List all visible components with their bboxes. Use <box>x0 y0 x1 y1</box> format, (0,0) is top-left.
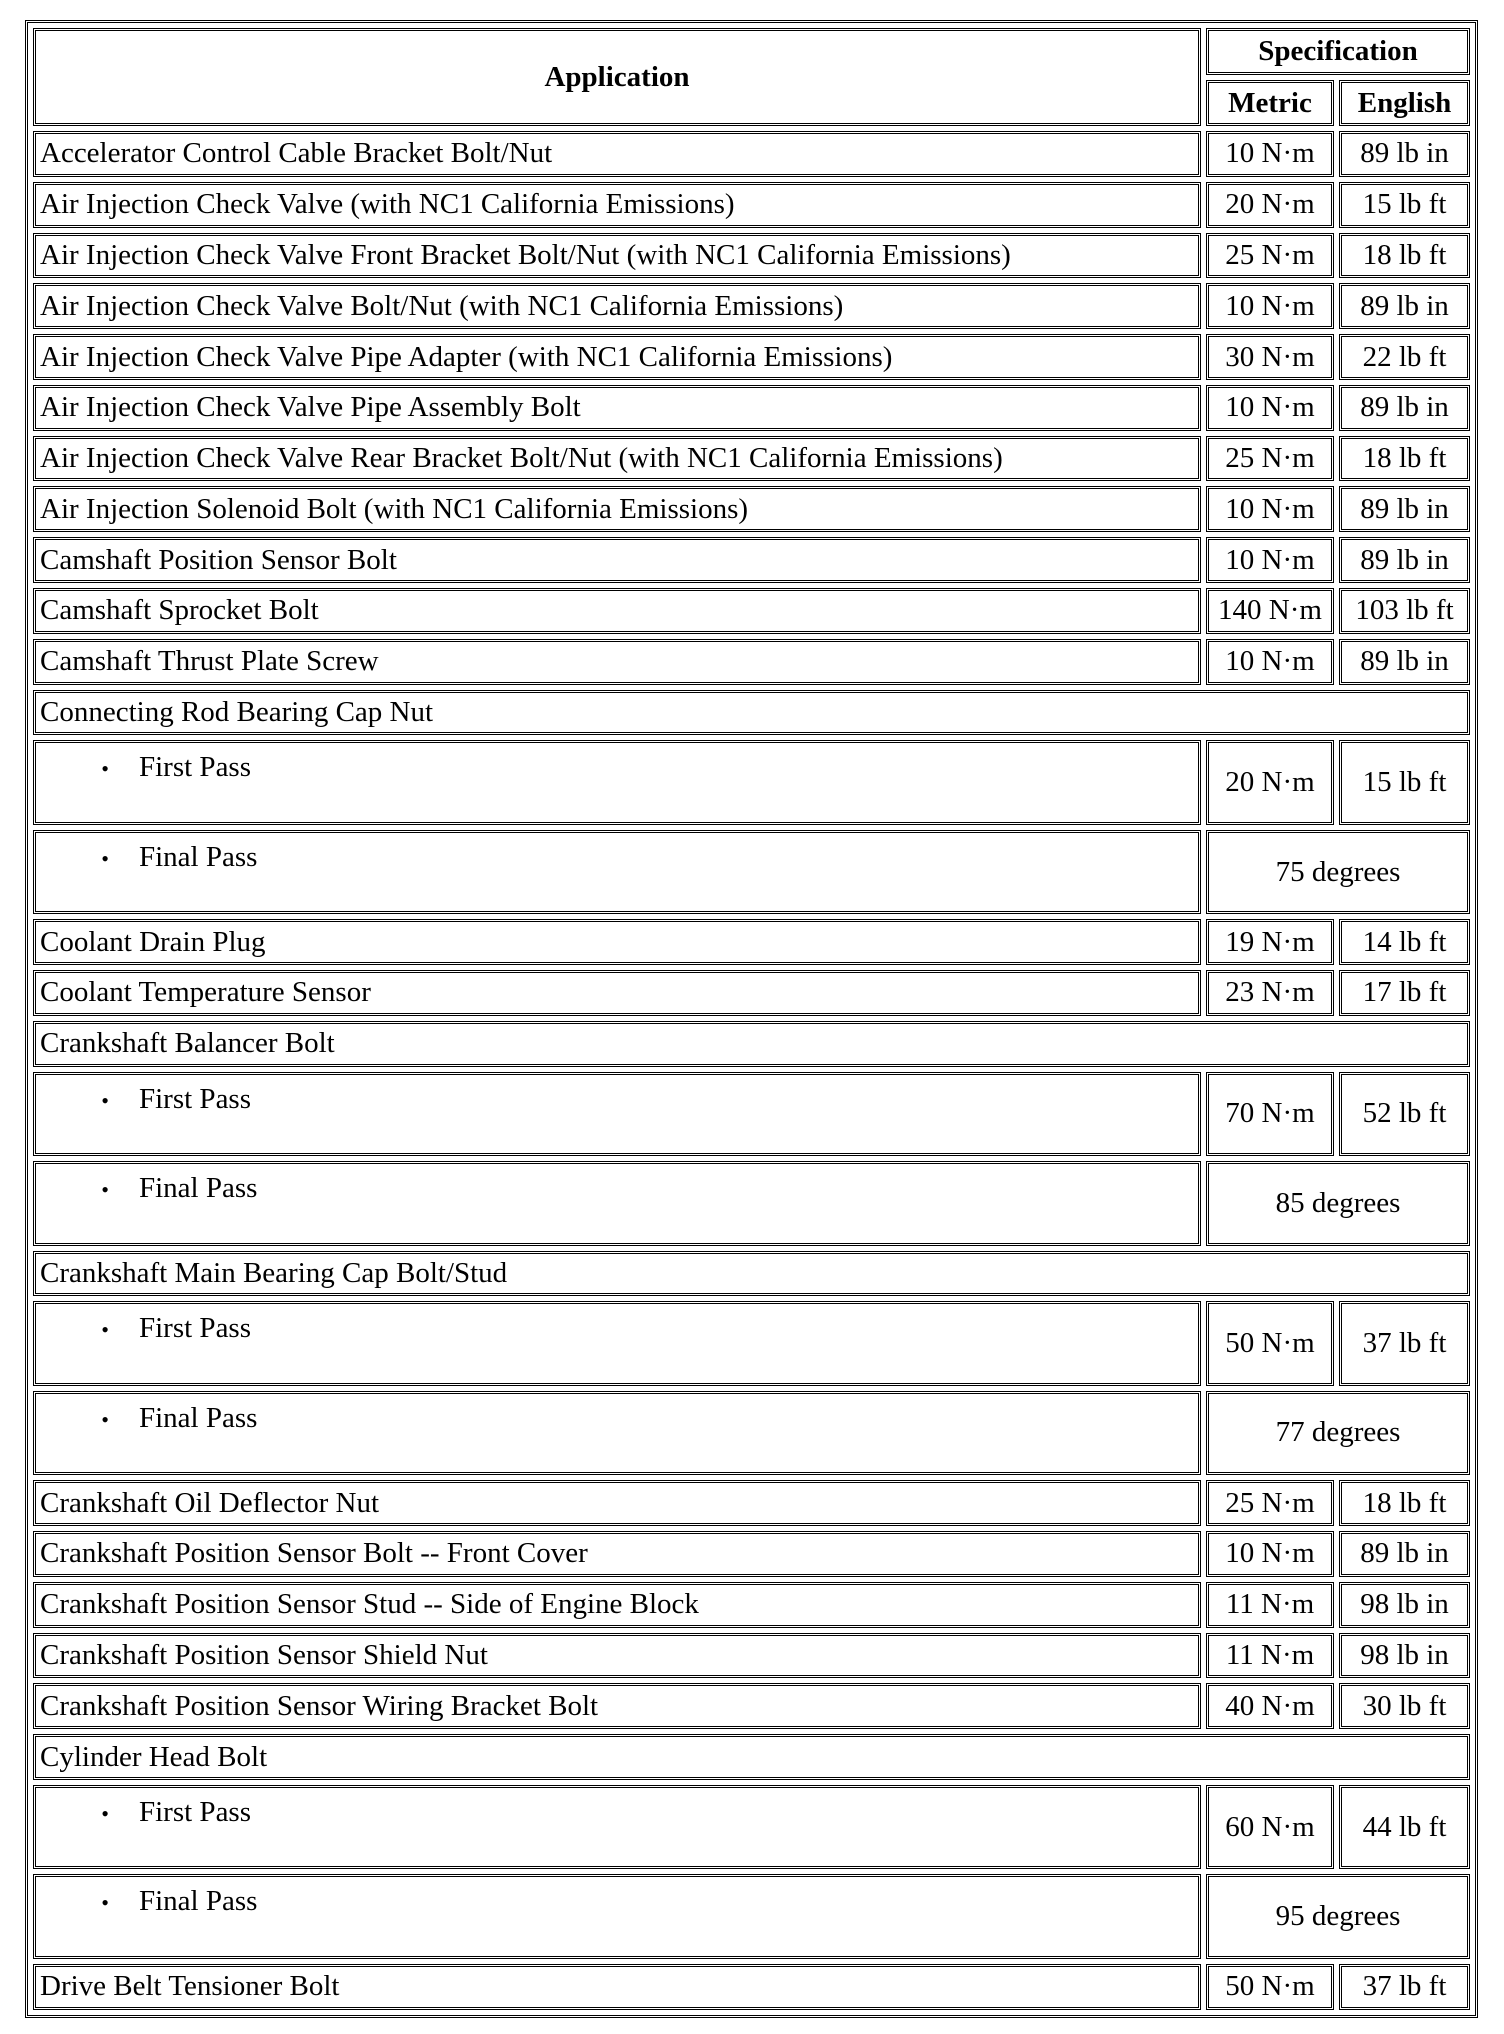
sub-step-cell <box>33 830 1201 914</box>
metric-cell: 10 N·m <box>1206 1531 1334 1577</box>
sub-step <box>36 1401 1198 1434</box>
english-cell: 89 lb in <box>1339 131 1470 177</box>
table-row <box>33 1785 1470 1869</box>
table-row <box>33 1301 1470 1385</box>
metric-cell: 70 N·m <box>1206 1072 1334 1156</box>
table-row <box>33 436 1470 482</box>
table-row <box>33 1582 1470 1628</box>
table-row <box>33 537 1470 583</box>
table-row <box>33 830 1470 914</box>
application-cell: Drive Belt Tensioner Bolt <box>33 1964 1201 2010</box>
table-row <box>33 385 1470 431</box>
sub-step-cell <box>33 1785 1201 1869</box>
table-row <box>33 639 1470 685</box>
sub-step-cell <box>33 1391 1201 1475</box>
application-cell: Camshaft Thrust Plate Screw <box>33 639 1201 685</box>
metric-cell: 10 N·m <box>1206 385 1334 431</box>
sub-step-cell <box>33 1874 1201 1958</box>
table-row <box>33 1964 1470 2010</box>
metric-cell: 60 N·m <box>1206 1785 1334 1869</box>
sub-step-label: First Pass <box>139 1312 252 1345</box>
bullet-icon: • <box>101 1800 109 1826</box>
english-cell: 37 lb ft <box>1339 1301 1470 1385</box>
sub-step-cell <box>33 1072 1201 1156</box>
table-row <box>33 283 1470 329</box>
english-cell: 103 lb ft <box>1339 588 1470 634</box>
application-cell: Air Injection Check Valve Bolt/Nut (with NC1 California Emissions) <box>33 283 1201 329</box>
english-cell: 14 lb ft <box>1339 919 1470 965</box>
table-row <box>33 1734 1470 1780</box>
application-cell: Crankshaft Position Sensor Bolt -- Front Cover <box>33 1531 1201 1577</box>
english-cell: 30 lb ft <box>1339 1683 1470 1729</box>
metric-cell: 40 N·m <box>1206 1683 1334 1729</box>
angle-cell: 77 degrees <box>1206 1391 1470 1475</box>
group-heading-cell: Connecting Rod Bearing Cap Nut <box>33 690 1470 736</box>
metric-header: Metric <box>1206 80 1334 126</box>
english-cell: 89 lb in <box>1339 486 1470 532</box>
english-cell: 98 lb in <box>1339 1582 1470 1628</box>
bullet-icon: • <box>101 845 109 871</box>
metric-cell: 10 N·m <box>1206 639 1334 685</box>
english-cell: 17 lb ft <box>1339 970 1470 1016</box>
application-cell: Camshaft Sprocket Bolt <box>33 588 1201 634</box>
sub-step-label: Final Pass <box>139 1401 258 1434</box>
sub-step-cell <box>33 1301 1201 1385</box>
metric-cell: 50 N·m <box>1206 1964 1334 2010</box>
application-cell: Coolant Drain Plug <box>33 919 1201 965</box>
bullet-icon: • <box>101 1317 109 1343</box>
sub-step-label: Final Pass <box>139 840 258 873</box>
bullet-icon: • <box>101 1890 109 1916</box>
english-cell: 18 lb ft <box>1339 436 1470 482</box>
english-cell: 52 lb ft <box>1339 1072 1470 1156</box>
sub-step-label: Final Pass <box>139 1885 258 1918</box>
application-cell: Air Injection Check Valve (with NC1 California Emissions) <box>33 182 1201 228</box>
application-cell: Air Injection Check Valve Pipe Assembly Bolt <box>33 385 1201 431</box>
sub-step <box>36 840 1198 873</box>
application-cell: Crankshaft Position Sensor Shield Nut <box>33 1633 1201 1679</box>
table-row <box>33 588 1470 634</box>
table-row <box>33 970 1470 1016</box>
sub-step-label: First Pass <box>139 751 252 784</box>
application-cell: Camshaft Position Sensor Bolt <box>33 537 1201 583</box>
metric-cell: 25 N·m <box>1206 436 1334 482</box>
english-cell: 37 lb ft <box>1339 1964 1470 2010</box>
bullet-icon: • <box>101 1087 109 1113</box>
metric-cell: 11 N·m <box>1206 1633 1334 1679</box>
english-cell: 89 lb in <box>1339 385 1470 431</box>
metric-cell: 23 N·m <box>1206 970 1334 1016</box>
sub-step <box>36 1174 1198 1203</box>
bullet-icon: • <box>101 1177 109 1203</box>
table-row <box>33 1391 1470 1475</box>
table-row <box>33 486 1470 532</box>
torque-spec-table <box>25 20 1478 2018</box>
english-cell: 18 lb ft <box>1339 1480 1470 1526</box>
english-cell: 89 lb in <box>1339 283 1470 329</box>
application-cell: Crankshaft Position Sensor Stud -- Side of Engine Block <box>33 1582 1201 1628</box>
table-row <box>33 1161 1470 1245</box>
group-heading-cell: Cylinder Head Bolt <box>33 1734 1470 1780</box>
table-row <box>33 1683 1470 1729</box>
application-cell: Coolant Temperature Sensor <box>33 970 1201 1016</box>
metric-cell: 25 N·m <box>1206 1480 1334 1526</box>
metric-cell: 140 N·m <box>1206 588 1334 634</box>
english-header: English <box>1339 80 1470 126</box>
metric-cell: 20 N·m <box>1206 182 1334 228</box>
specification-header: Specification <box>1206 28 1470 75</box>
english-cell: 15 lb ft <box>1339 182 1470 228</box>
application-cell: Air Injection Check Valve Pipe Adapter (with NC1 California Emissions) <box>33 334 1201 380</box>
sub-step <box>36 1314 1198 1343</box>
angle-cell: 75 degrees <box>1206 830 1470 914</box>
application-cell: Air Injection Check Valve Front Bracket Bolt/Nut (with NC1 California Emissions) <box>33 233 1201 279</box>
table-row <box>33 1633 1470 1679</box>
sub-step-label: First Pass <box>139 1082 252 1115</box>
group-heading-cell: Crankshaft Main Bearing Cap Bolt/Stud <box>33 1251 1470 1297</box>
application-cell: Air Injection Check Valve Rear Bracket Bolt/Nut (with NC1 California Emissions) <box>33 436 1201 482</box>
application-cell: Crankshaft Oil Deflector Nut <box>33 1480 1201 1526</box>
metric-cell: 30 N·m <box>1206 334 1334 380</box>
english-cell: 89 lb in <box>1339 1531 1470 1577</box>
english-cell: 18 lb ft <box>1339 233 1470 279</box>
table-row <box>33 131 1470 177</box>
english-cell: 89 lb in <box>1339 537 1470 583</box>
table-row <box>33 233 1470 279</box>
application-cell: Accelerator Control Cable Bracket Bolt/Nut <box>33 131 1201 177</box>
sub-step <box>36 1795 1198 1828</box>
table-row <box>33 334 1470 380</box>
table-row <box>33 1874 1470 1958</box>
table-body <box>33 131 1470 2010</box>
metric-cell: 10 N·m <box>1206 283 1334 329</box>
sub-step-cell <box>33 1161 1201 1245</box>
metric-cell: 10 N·m <box>1206 537 1334 583</box>
bullet-icon: • <box>101 1406 109 1432</box>
english-cell: 98 lb in <box>1339 1633 1470 1679</box>
angle-cell: 85 degrees <box>1206 1161 1470 1245</box>
metric-cell: 20 N·m <box>1206 740 1334 824</box>
table-row <box>33 690 1470 736</box>
table-header <box>33 28 1470 126</box>
metric-cell: 11 N·m <box>1206 1582 1334 1628</box>
table-row <box>33 740 1470 824</box>
application-cell: Air Injection Solenoid Bolt (with NC1 California Emissions) <box>33 486 1201 532</box>
table-row <box>33 182 1470 228</box>
metric-cell: 19 N·m <box>1206 919 1334 965</box>
english-cell: 44 lb ft <box>1339 1785 1470 1869</box>
metric-cell: 25 N·m <box>1206 233 1334 279</box>
english-cell: 22 lb ft <box>1339 334 1470 380</box>
metric-cell: 50 N·m <box>1206 1301 1334 1385</box>
metric-cell: 10 N·m <box>1206 131 1334 177</box>
sub-step-label: First Pass <box>139 1795 252 1828</box>
table-row <box>33 1531 1470 1577</box>
sub-step-cell <box>33 740 1201 824</box>
group-heading-cell: Crankshaft Balancer Bolt <box>33 1021 1470 1067</box>
sub-step <box>36 1082 1198 1115</box>
sub-step-label: Final Pass <box>139 1172 258 1205</box>
bullet-icon: • <box>101 756 109 782</box>
table-row <box>33 1072 1470 1156</box>
application-cell: Crankshaft Position Sensor Wiring Bracket Bolt <box>33 1683 1201 1729</box>
application-header: Application <box>33 28 1201 126</box>
table-row <box>33 919 1470 965</box>
table-row <box>33 1480 1470 1526</box>
table-row <box>33 1021 1470 1067</box>
english-cell: 89 lb in <box>1339 639 1470 685</box>
angle-cell: 95 degrees <box>1206 1874 1470 1958</box>
sub-step <box>36 753 1198 782</box>
table-row <box>33 1251 1470 1297</box>
english-cell: 15 lb ft <box>1339 740 1470 824</box>
metric-cell: 10 N·m <box>1206 486 1334 532</box>
sub-step <box>36 1887 1198 1916</box>
